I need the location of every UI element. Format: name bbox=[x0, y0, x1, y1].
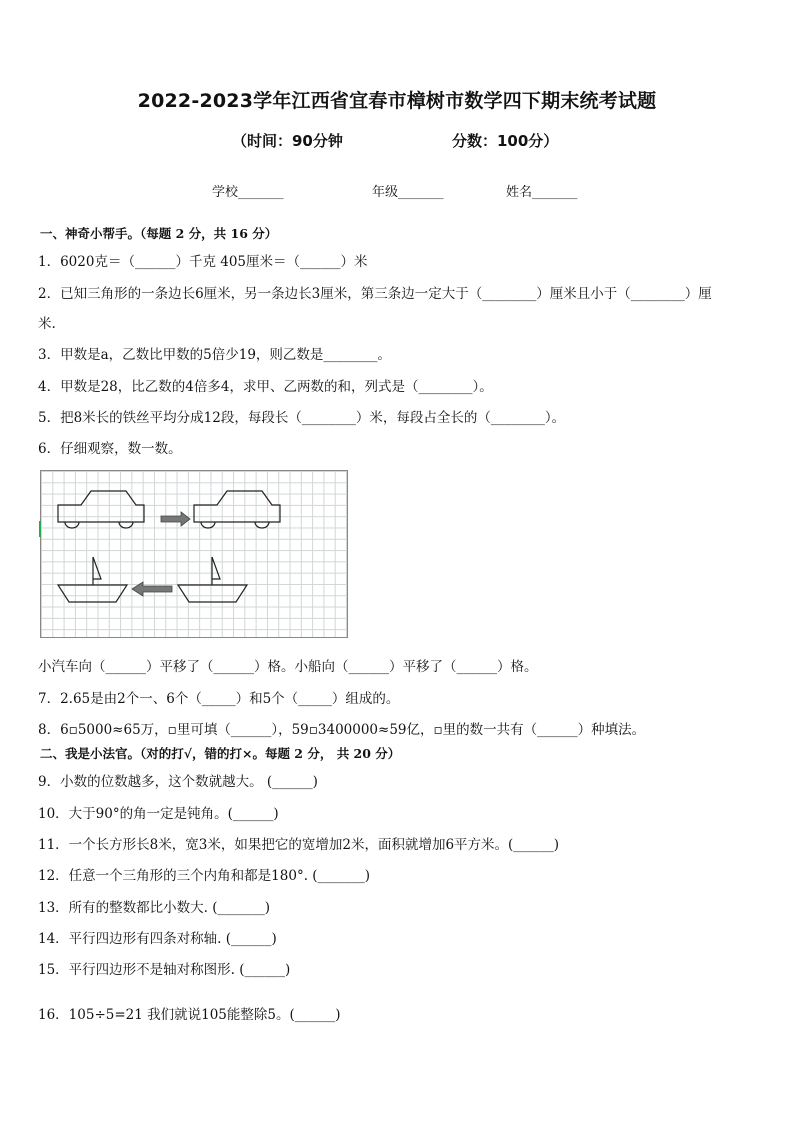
car-right bbox=[194, 491, 280, 522]
question-2-continued: 米. bbox=[38, 316, 56, 332]
question-7: 7．2.65是由2个一、6个（_____）和5个（_____）组成的。 bbox=[38, 691, 400, 707]
name-field: 姓名_______ bbox=[506, 185, 578, 200]
question-6: 6．仔细观察，数一数。 bbox=[38, 441, 182, 457]
question-8: 8．6▫5000≈65万，▫里可填（______），59▫3400000≈59亿，▫里的数一共有（______）种填法。 bbox=[38, 722, 646, 738]
translation-figure bbox=[40, 470, 348, 638]
section-heading-1: 一、神奇小帮手。（每题 2 分，共 16 分） bbox=[40, 226, 278, 241]
arrow-left bbox=[132, 582, 172, 596]
question-6-answer: 小汽车向（______）平移了（______）格。小船向（______）平移了（______）格。 bbox=[38, 659, 538, 675]
question-15: 15．平行四边形不是轴对称图形. (______) bbox=[38, 962, 291, 978]
car-right-wheel-2 bbox=[255, 522, 269, 528]
question-13: 13．所有的整数都比小数大. (_______) bbox=[38, 900, 271, 916]
question-11: 11．一个长方形长8米，宽3米，如果把它的宽增加2米，面积就增加6平方米。(______) bbox=[38, 837, 560, 853]
exam-time: （时间：90分钟 bbox=[232, 132, 343, 150]
question-5: 5．把8米长的铁丝平均分成12段，每段长（________）米，每段占全长的（________）。 bbox=[38, 410, 566, 426]
exam-score: 分数：100分） bbox=[452, 132, 559, 150]
question-1: 1．6020克＝（______）千克 405厘米＝（______）米 bbox=[38, 254, 368, 270]
question-9: 9．小数的位数越多，这个数就越大。 (______) bbox=[38, 774, 318, 790]
question-12: 12．任意一个三角形的三个内角和都是180°. (_______) bbox=[38, 868, 371, 884]
figure-drawing bbox=[41, 471, 347, 637]
page-title: 2022-2023学年江西省宜春市樟树市数学四下期末统考试题 bbox=[137, 90, 657, 112]
question-10: 10．大于90°的角一定是钝角。(______) bbox=[38, 806, 279, 822]
question-2: 2．已知三角形的一条边长6厘米，另一条边长3厘米，第三条边一定大于（________）厘米且小于（________）厘 bbox=[38, 286, 712, 302]
car-left-wheel-2 bbox=[119, 522, 133, 528]
section-heading-2: 二、我是小法官。（对的打√，错的打×。每题 2 分， 共 20 分） bbox=[40, 746, 401, 761]
boat-left-hull bbox=[58, 585, 127, 602]
school-field: 学校_______ bbox=[212, 185, 284, 200]
grade-field: 年级_______ bbox=[372, 185, 444, 200]
car-left bbox=[58, 491, 144, 522]
boat-right-sail bbox=[212, 557, 220, 579]
car-left-wheel-1 bbox=[65, 522, 79, 528]
boat-left-sail bbox=[93, 557, 101, 579]
arrow-right bbox=[161, 512, 190, 526]
question-14: 14．平行四边形有四条对称轴. (______) bbox=[38, 931, 277, 947]
boat-right-hull bbox=[178, 585, 247, 602]
car-right-wheel-1 bbox=[201, 522, 215, 528]
question-3: 3．甲数是a，乙数比甲数的5倍少19，则乙数是________。 bbox=[38, 347, 391, 363]
question-4: 4．甲数是28，比乙数的4倍多4，求甲、乙两数的和，列式是（________）。 bbox=[38, 379, 493, 395]
question-16: 16．105÷5=21 我们就说105能整除5。(______) bbox=[38, 1007, 341, 1023]
